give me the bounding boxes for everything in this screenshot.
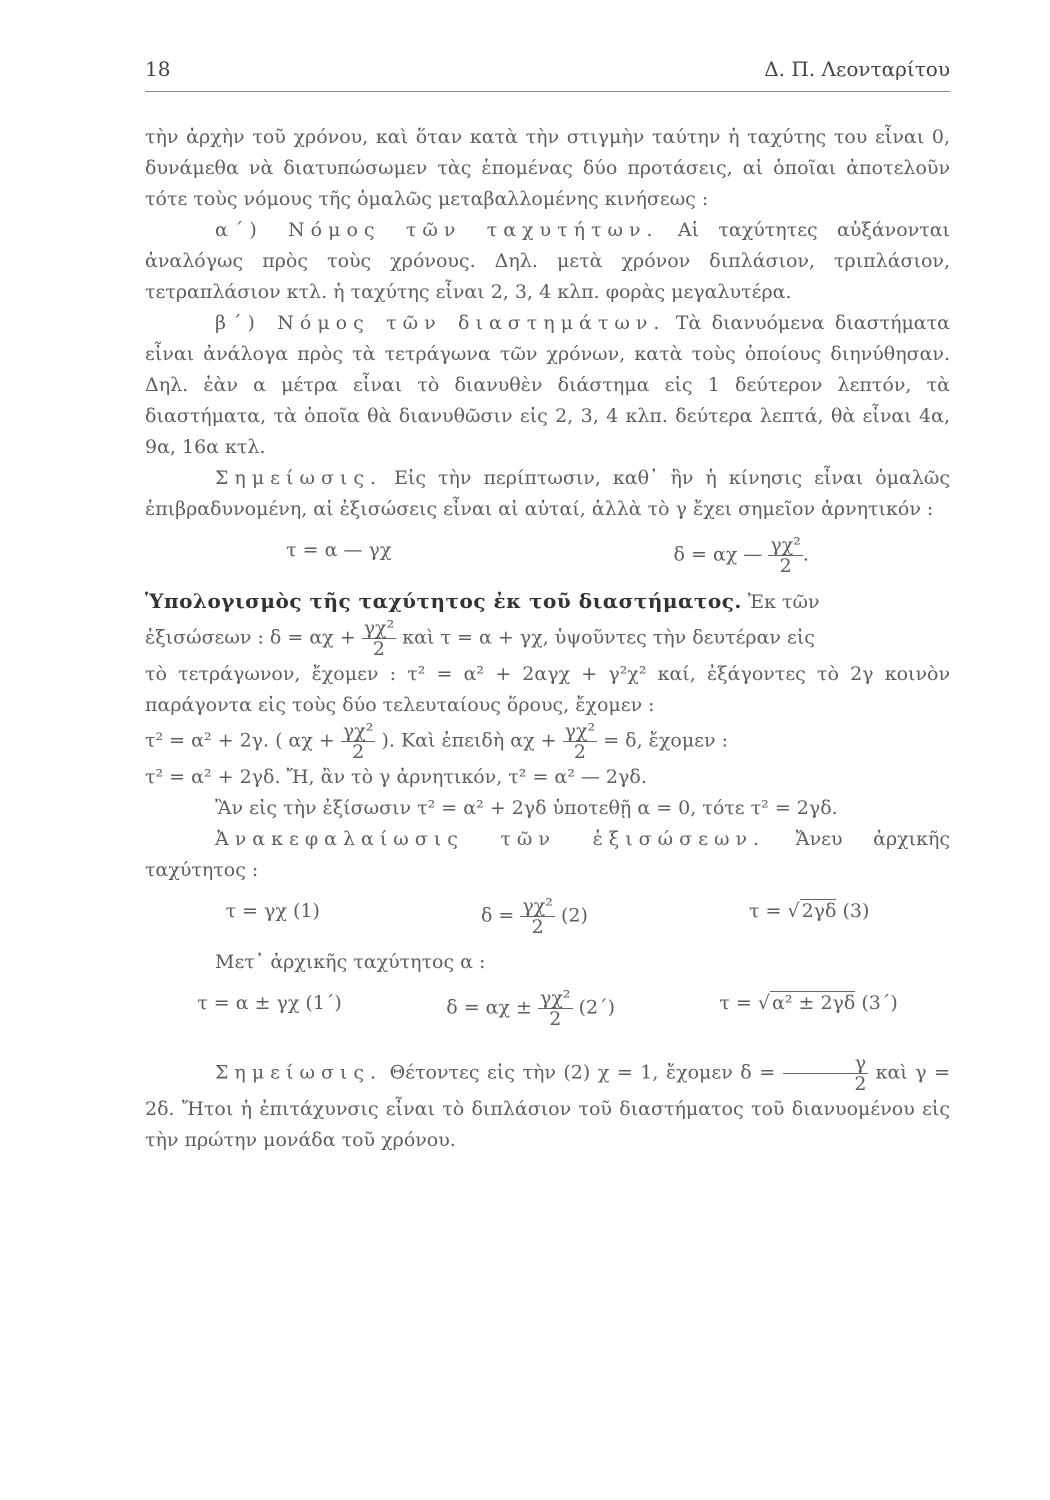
- eq-prefix: δ = αχ ±: [446, 996, 532, 1019]
- equation-2: [481, 896, 588, 937]
- denominator: 2: [531, 916, 544, 938]
- eq-tag: (3): [842, 900, 870, 922]
- law-velocities: [145, 215, 950, 308]
- eq-suffix: .: [802, 543, 809, 566]
- eq-prefix: τ = √: [748, 900, 800, 922]
- equations-no-initial-velocity: [145, 896, 950, 937]
- note-acceleration: [145, 1053, 950, 1156]
- spacer: [145, 1039, 950, 1053]
- derivation-line-2: τὸ τετράγωνον, ἔχομεν : τ² = α² + 2αγχ + γ²χ² καί, ἐξάγοντες τὸ 2γ κοινὸν παράγοντα εἰς τοὺς δύο τελευταίους ὅρους, ἔχομεν :: [145, 663, 950, 716]
- denominator: 2: [372, 638, 385, 660]
- fraction: [538, 988, 573, 1029]
- law-distances: [145, 308, 950, 463]
- equations-initial-velocity: [145, 988, 950, 1029]
- derivation-line-3: [145, 721, 950, 762]
- running-author: Δ. Π. Λεονταρίτου: [764, 57, 950, 81]
- eq-tag: (3΄): [861, 992, 898, 1014]
- note-label: Σημείωσις.: [215, 467, 383, 489]
- eq-prefix: δ =: [480, 904, 515, 927]
- eq-prefix: δ = αχ —: [673, 543, 763, 566]
- denominator: 2: [573, 741, 586, 763]
- recap-paragraph: [145, 824, 950, 886]
- radicand: α² ± 2γδ: [772, 992, 856, 1014]
- page-header: [145, 54, 950, 92]
- eq-tag: (2΄): [578, 996, 615, 1019]
- equation-3-prime: [719, 988, 897, 1029]
- fraction: [563, 721, 598, 762]
- equation-1: τ = γχ (1): [225, 900, 320, 922]
- section-intro: Ἐκ τῶν: [747, 591, 820, 613]
- note-text: Θέτοντες εἰς τὴν (2) χ = 1, ἔχομεν δ =: [389, 1061, 776, 1084]
- fraction: [768, 535, 803, 576]
- page-number: 18: [145, 57, 171, 81]
- derivation-line-4: τ² = α² + 2γδ. Ἤ, ἂν τὸ γ ἀρνητικόν, τ² = α² — 2γδ.: [145, 766, 647, 788]
- derivation-line-1: [145, 618, 950, 659]
- paragraph-intro: τὴν ἀρχὴν τοῦ χρόνου, καὶ ὅταν κατὰ τὴν στιγμὴν ταύτην ἡ ταχύτης του εἶναι 0, δυνάμεθα νὰ διατυπώσωμεν τὰς ἑπομένας δύο προτάσεις, αἱ ὁποῖαι ἀποτελοῦν τότε τοὺς νόμους τῆς ὁμαλῶς μεταβαλλομένης κινήσεως :: [145, 126, 950, 210]
- equation-distance-negative: [674, 535, 809, 576]
- section-heading: Ὑπολογισμὸς τῆς ταχύτητος ἐκ τοῦ διαστήματος.: [145, 589, 742, 613]
- deriv-text: τ² = α² + 2γ. ( αχ +: [145, 729, 335, 752]
- deriv-text: ). Καὶ ἐπειδὴ αχ +: [381, 729, 557, 752]
- numerator: γχ²: [540, 987, 571, 1009]
- law-velocities-text: Αἱ ταχύτητες αὐξάνονται ἀναλόγως πρὸς τοὺς χρόνους. Δηλ. μετὰ χρόνον διπλάσιον, τριπλάσιον, τετραπλάσιον κτλ. ἡ ταχύτης εἶναι 2, 3, 4 κλπ. φορὰς μεγαλυτέρα.: [145, 219, 950, 303]
- fraction: [783, 1053, 868, 1094]
- deriv-text: ἐξισώσεων : δ = αχ +: [145, 626, 356, 649]
- numerator: γ: [783, 1053, 868, 1074]
- law-distances-label: β΄) Νόμος τῶν διαστημάτων.: [215, 312, 666, 334]
- deriv-text: = δ, ἔχομεν :: [603, 729, 729, 752]
- law-distances-text: Τὰ διανυόμενα διαστήματα εἶναι ἀνάλογα πρὸς τὰ τετράγωνα τῶν χρόνων, κατὰ τοὺς ὁποίους διηνύθησαν. Δηλ. ἐὰν α μέτρα εἶναι τὸ διανυθὲν διάστημα εἰς 1 δεύτερον λεπτόν, τὰ διαστήματα, τὰ ὁποῖα θὰ διανυθῶσιν εἰς 2, 3, 4 κλπ. δεύτερα λεπτά, θὰ εἶναι 4α, 9α, 16α κτλ.: [145, 312, 950, 458]
- denominator: 2: [854, 1073, 867, 1095]
- denominator: 2: [549, 1008, 562, 1030]
- equation-2-prime: [446, 988, 615, 1029]
- numerator: γχ²: [770, 534, 801, 556]
- radicand: 2γδ: [801, 900, 837, 922]
- eq-prefix: τ = √: [719, 992, 770, 1014]
- law-velocities-label: α΄) Νόμος τῶν ταχυτήτων.: [215, 219, 659, 241]
- fraction: [341, 721, 376, 762]
- equation-1-prime: τ = α ± γχ (1΄): [197, 992, 342, 1014]
- numerator: γχ²: [564, 720, 596, 742]
- fraction: [520, 896, 555, 937]
- recap-text: Ἄνευ ἀρχικῆς ταχύτητος :: [145, 828, 951, 881]
- section-velocity-from-distance: [145, 586, 950, 618]
- note-text: καὶ γ = 2δ. Ἤτοι ἡ ἐπιτάχυνσις εἶναι τὸ διπλάσιον τοῦ διαστήματος τοῦ διανυομένου εἰς τὴν πρώτην μονάδα τοῦ χρόνου.: [145, 1061, 951, 1151]
- recap-label: Ἀνακεφαλαίωσις τῶν ἐξισώσεων.: [215, 828, 766, 850]
- with-initial-velocity-label: Μετ᾿ ἀρχικῆς ταχύτητος α :: [215, 951, 486, 973]
- note-label: Σημείωσις.: [215, 1061, 383, 1084]
- note-deceleration: [145, 463, 950, 525]
- numerator: γχ²: [363, 617, 395, 639]
- derivation-line-5: Ἂν εἰς τὴν ἐξίσωσιν τ² = α² + 2γδ ὑποτεθῇ α = 0, τότε τ² = 2γδ.: [215, 797, 838, 819]
- fraction: [362, 618, 397, 659]
- deriv-text: καὶ τ = α + γχ, ὑψοῦντες τὴν δευτέραν εἰς: [402, 626, 815, 649]
- numerator: γχ²: [522, 895, 553, 917]
- numerator: γχ²: [342, 720, 374, 742]
- eq-tag: (2): [560, 904, 588, 927]
- equation-3: [749, 896, 869, 937]
- note-text: Εἰς τὴν περίπτωσιν, καθ᾿ ἣν ἡ κίνησις εἶναι ὁμαλῶς ἐπιβραδυνομένη, αἱ ἐξισώσεις εἶναι αἱ αὐταί, ἀλλὰ τὸ γ ἔχει σημεῖον ἀρνητικόν :: [145, 467, 951, 520]
- denominator: 2: [352, 741, 365, 763]
- denominator: 2: [779, 555, 792, 577]
- equation-velocity-negative: τ = α — γχ: [286, 539, 392, 561]
- equations-deceleration: [145, 535, 950, 576]
